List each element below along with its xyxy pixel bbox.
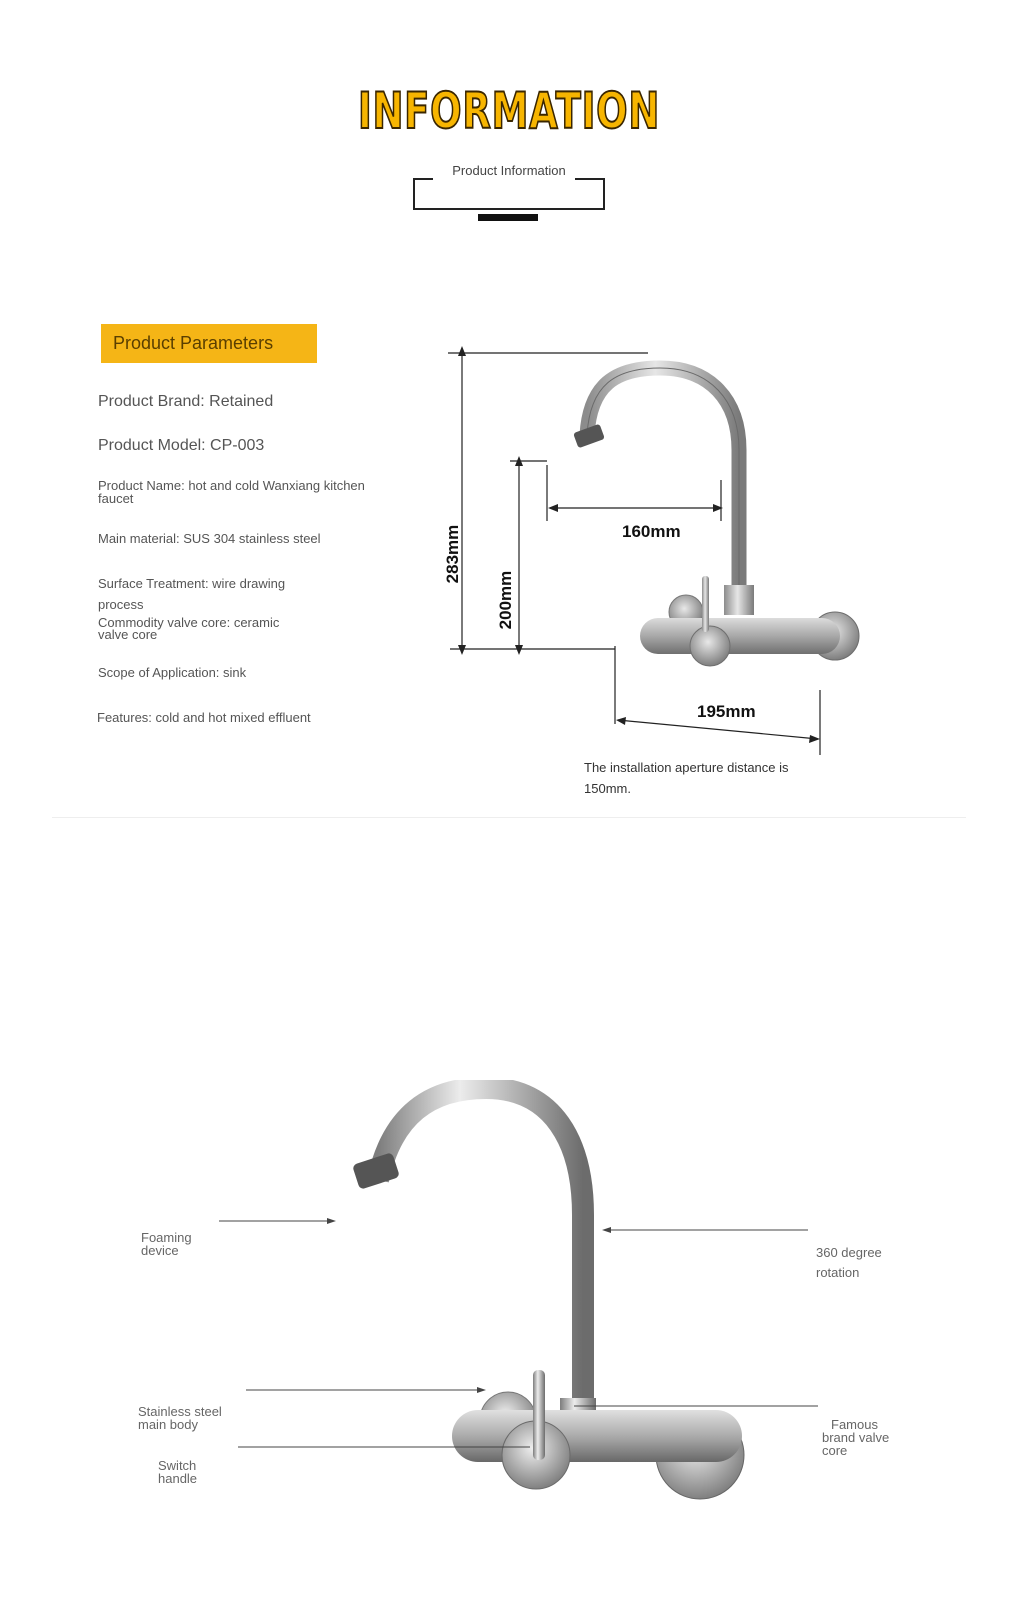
faucet-small-illustration [573, 368, 859, 666]
param-material: Main material: SUS 304 stainless steel [98, 531, 321, 546]
callout-rotation-line2: rotation [816, 1265, 860, 1280]
info-frame-top-left [413, 178, 433, 180]
info-frame [413, 178, 605, 210]
param-valve-line1: Commodity valve core: ceramic [98, 615, 280, 630]
info-frame-top-right [575, 178, 603, 180]
callout-foaming-device [141, 1231, 192, 1257]
installation-note [584, 757, 834, 799]
dimension-diagram [440, 340, 880, 760]
param-features: Features: cold and hot mixed effluent [97, 710, 311, 725]
section-subtitle: Product Information [452, 163, 566, 178]
parameters-badge: Product Parameters [101, 324, 317, 363]
faucet-large-illustration [0, 1080, 1018, 1580]
callout-switch-line1: Switch [158, 1458, 197, 1473]
callout-switch-handle [158, 1459, 197, 1485]
dim-height-spout-wrap [496, 565, 516, 635]
callout-switch-line2: handle [158, 1471, 198, 1486]
dim-reach: 160mm [622, 522, 681, 541]
param-model: Product Model: CP-003 [98, 437, 265, 454]
installation-note-line1: The installation aperture distance is [584, 760, 789, 775]
param-name-line1: Product Name: hot and cold Wanxiang kitchen [98, 478, 365, 493]
callout-valve-line2: brand valve [822, 1430, 890, 1445]
callout-rotation-line1: 360 degree [816, 1245, 882, 1260]
installation-note-line2: 150mm. [584, 781, 631, 796]
dim-height-total-wrap [443, 519, 463, 589]
param-brand: Product Brand: Retained [98, 393, 274, 410]
callout-valve-core [822, 1418, 889, 1457]
callout-main-body [138, 1405, 222, 1431]
callout-body-line2: main body [138, 1417, 198, 1432]
dim-height-spout: 200mm [496, 570, 515, 630]
param-scope: Scope of Application: sink [98, 665, 247, 680]
callout-foaming-line2: device [141, 1243, 179, 1258]
callout-body-line1: Stainless steel [138, 1404, 222, 1419]
param-name-line2: faucet [98, 491, 134, 506]
subtitle-underbar [478, 214, 538, 221]
dimension-arrows [458, 346, 820, 743]
callout-valve-line1: Famous [831, 1417, 878, 1432]
dimension-lines [448, 353, 820, 755]
dim-width: 195mm [697, 702, 756, 721]
section-divider [52, 817, 966, 818]
param-surface-line1: Surface Treatment: wire drawing [98, 576, 286, 591]
callout-valve-line3: core [822, 1443, 848, 1458]
callout-rotation [816, 1243, 882, 1283]
param-surface-line2: process [98, 597, 144, 612]
page-title: INFORMATION [357, 82, 661, 140]
dim-height-total: 283mm [443, 524, 462, 584]
callout-foaming-line1: Foaming [141, 1230, 192, 1245]
param-valve-line2: valve core [98, 627, 158, 642]
